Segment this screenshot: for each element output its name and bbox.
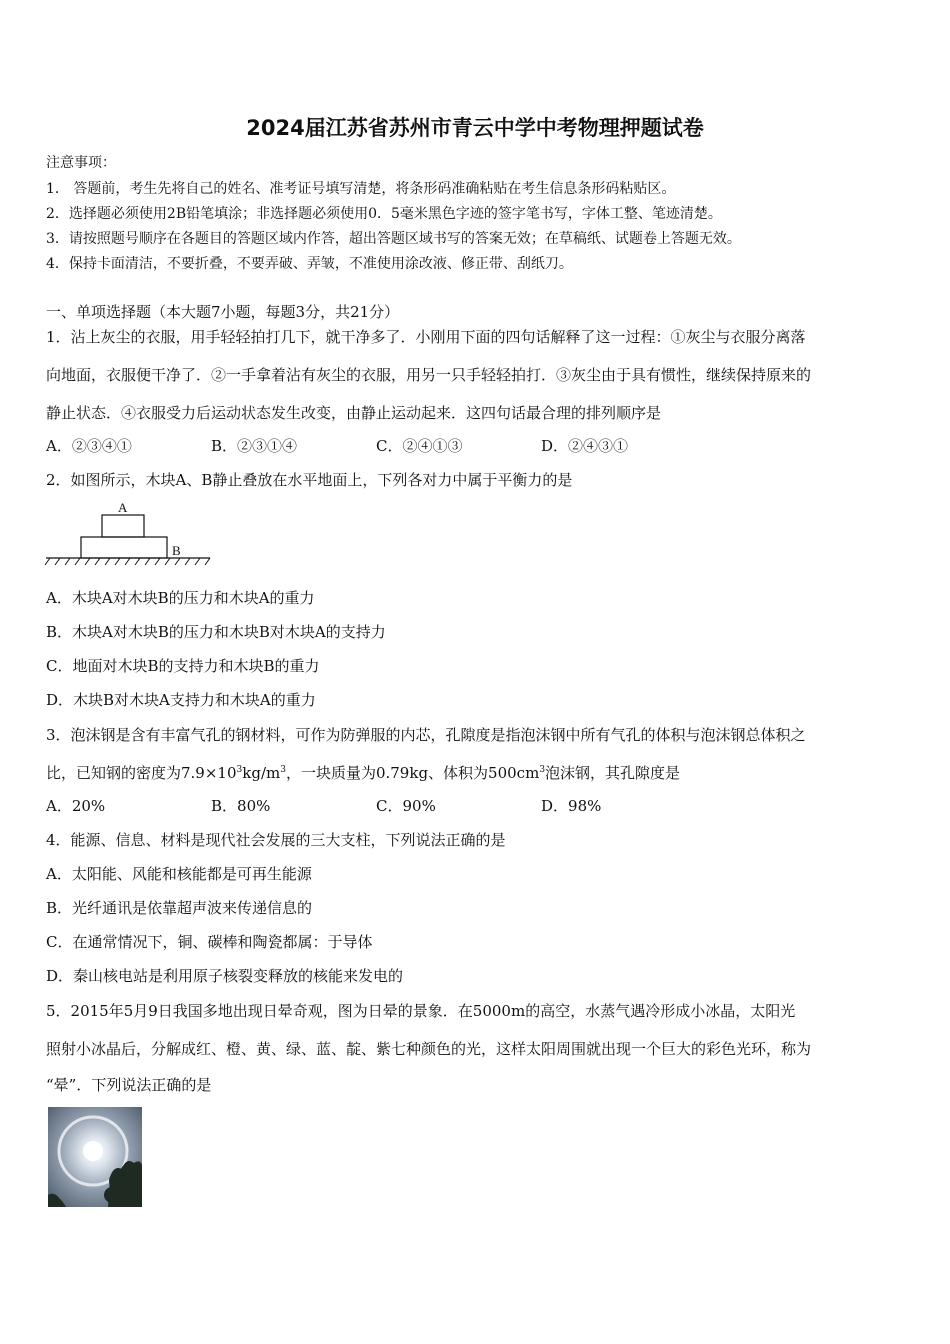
block-a [102, 515, 144, 537]
q1-stem-line-1: 1．沾上灰尘的衣服，用手轻轻拍打几下，就干净多了．小刚用下面的四句话解释了这一过程：①灰尘与衣服分离落 [46, 328, 806, 346]
q2-option-c: C．地面对木块B的支持力和木块B的重力 [46, 657, 320, 675]
page-title: 2024届江苏省苏州市青云中学中考物理押题试卷 [246, 116, 704, 140]
q4-option-d: D．秦山核电站是利用原子核裂变释放的核能来发电的 [46, 967, 404, 985]
notice-item-4: 4．保持卡面清洁，不要折叠，不要弄破、弄皱，不准使用涂改液、修正带、刮纸刀。 [46, 256, 573, 272]
label-a: A [118, 500, 128, 515]
q2-option-d: D．木块B对木块A支持力和木块A的重力 [46, 691, 316, 709]
notice-item-2: 2．选择题必须使用2B铅笔填涂；非选择题必须使用0．5毫米黑色字迹的签字笔书写，字体工整、笔迹清楚。 [46, 206, 722, 222]
block-b [81, 537, 167, 558]
q3-text-d: 泡沫钢，其孔隙度是 [545, 764, 681, 782]
q1-option-c: C．②④①③ [376, 437, 463, 455]
notice-heading: 注意事项： [46, 155, 116, 171]
solar-halo-photo [48, 1107, 142, 1207]
q4-option-c: C．在通常情况下，铜、碳棒和陶瓷都属：于导体 [46, 933, 373, 951]
q4-option-a: A．太阳能、风能和核能都是可再生能源 [46, 865, 312, 883]
q3-text-b: kg/m [242, 764, 281, 782]
q1-stem-line-2: 向地面，衣服便干净了．②一手拿着沾有灰尘的衣服，用另一只手轻轻拍打．③灰尘由于具有惯性，继续保持原来的 [46, 366, 812, 384]
q4-stem: 4．能源、信息、材料是现代社会发展的三大支柱，下列说法正确的是 [46, 831, 506, 849]
q3-stem-line-2 [46, 762, 680, 783]
q2-stem: 2．如图所示，木块A、B静止叠放在水平地面上，下列各对力中属于平衡力的是 [46, 471, 573, 489]
section-heading: 一、单项选择题（本大题7小题，每题3分，共21分） [46, 303, 400, 321]
q3-sup-3: 3 [539, 765, 546, 775]
notice-item-3: 3．请按照题号顺序在各题目的答题区域内作答，超出答题区域书写的答案无效；在草稿纸、试题卷上答题无效。 [46, 231, 741, 247]
q5-stem-line-1: 5．2015年5月9日我国多地出现日晕奇观，图为日晕的景象．在5000m的高空，水蒸气遇冷形成小冰晶，太阳光 [46, 1002, 796, 1020]
ground-hatching [45, 558, 210, 565]
q1-option-d: D．②④③① [541, 437, 629, 455]
q5-stem-line-3: “晕”．下列说法正确的是 [46, 1076, 212, 1094]
q1-option-b: B．②③①④ [211, 437, 298, 455]
q5-stem-line-2: 照射小冰晶后，分解成红、橙、黄、绿、蓝、靛、紫七种颜色的光，这样太阳周围就出现一个巨大的彩色光环，称为 [46, 1040, 812, 1058]
q3-option-d: D．98% [541, 797, 602, 815]
q1-option-a: A．②③④① [46, 437, 132, 455]
q3-sup-1: 3 [236, 765, 243, 775]
label-b: B [172, 543, 181, 558]
q3-option-c: C．90% [376, 797, 436, 815]
q3-sup-2: 3 [280, 765, 286, 775]
q3-option-b: B．80% [211, 797, 271, 815]
q3-stem-line-1: 3．泡沫钢是含有丰富气孔的钢材料，可作为防弹服的内芯，孔隙度是指泡沫钢中所有气孔的体积与泡沫钢总体积之 [46, 726, 806, 744]
blocks-diagram [44, 498, 214, 570]
q3-text-a: 比，已知钢的密度为7.9×10 [46, 764, 237, 782]
q3-option-a: A．20% [46, 797, 106, 815]
sun [83, 1141, 103, 1161]
q2-option-a: A．木块A对木块B的压力和木块A的重力 [46, 589, 315, 607]
q1-stem-line-3: 静止状态．④衣服受力后运动状态发生改变，由静止运动起来．这四句话最合理的排列顺序是 [46, 404, 662, 422]
notice-item-1: 1． 答题前，考生先将自己的姓名、准考证号填写清楚，将条形码准确粘贴在考生信息条形码粘贴区。 [46, 181, 676, 197]
q4-option-b: B．光纤通讯是依靠超声波来传递信息的 [46, 899, 313, 917]
q3-text-c: ，一块质量为0.79kg、体积为500cm [285, 764, 540, 782]
q2-option-b: B．木块A对木块B的压力和木块B对木块A的支持力 [46, 623, 386, 641]
